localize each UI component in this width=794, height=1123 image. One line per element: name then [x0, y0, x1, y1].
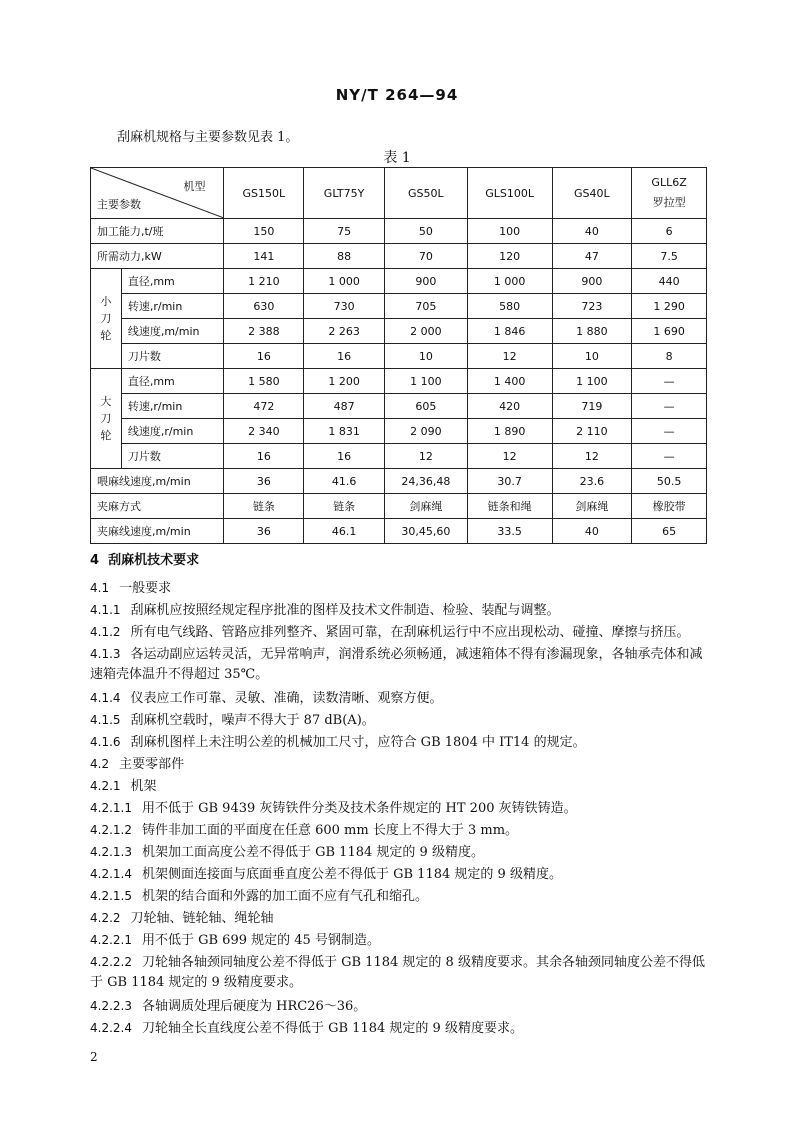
- section-number: 4: [90, 553, 100, 568]
- table-cell: 1 100: [552, 369, 632, 394]
- clause-line: [90, 710, 708, 731]
- table-cell: 1 846: [467, 319, 552, 344]
- section-title: 刮麻机技术要求: [108, 553, 200, 568]
- clause-text: 各轴调质处理后硬度为 HRC26～36。: [141, 999, 367, 1014]
- table-cell: 12: [467, 444, 552, 469]
- clause-number: 4.2.1.4: [90, 867, 132, 881]
- table-cell: 10: [384, 344, 467, 369]
- table-cell: —: [632, 444, 707, 469]
- table-cell: 1 000: [304, 269, 385, 294]
- table-row: [91, 394, 707, 419]
- clause-line: [90, 930, 708, 951]
- clause-number: 4.2.1.5: [90, 889, 132, 903]
- model-header: GS150L: [224, 168, 304, 219]
- row-label: 夹麻方式: [91, 494, 224, 519]
- row-label: 喂麻线速度,m/min: [91, 469, 224, 494]
- clause-line: [90, 644, 708, 685]
- row-label: 线速度,r/min: [121, 419, 224, 444]
- table-cell: 剑麻绳: [384, 494, 467, 519]
- row-label: 直径,mm: [121, 369, 224, 394]
- clause-text: 一般要求: [119, 581, 172, 596]
- table-row: [91, 469, 707, 494]
- table-cell: 33.5: [467, 519, 552, 544]
- model-header: GS50L: [384, 168, 467, 219]
- table-cell: 88: [304, 244, 385, 269]
- table-cell: 40: [552, 219, 632, 244]
- corner-model-label: 机型: [183, 180, 206, 193]
- table-cell: 723: [552, 294, 632, 319]
- table-cell: 730: [304, 294, 385, 319]
- table-row: [91, 344, 707, 369]
- clause-number: 4.2.1.3: [90, 845, 132, 859]
- clause-text: 刮麻机图样上未注明公差的机械加工尺寸，应符合 GB 1804 中 IT14 的规定。: [130, 735, 586, 750]
- table-cell: 12: [552, 444, 632, 469]
- table-cell: 1 400: [467, 369, 552, 394]
- table-cell: 12: [384, 444, 467, 469]
- table-cell: 2 090: [384, 419, 467, 444]
- page-number: 2: [90, 1050, 98, 1064]
- model-type: 罗拉型: [652, 196, 686, 209]
- clause-number: 4.2.2.3: [90, 999, 132, 1013]
- table-cell: 40: [552, 519, 632, 544]
- spec-table: [90, 167, 707, 544]
- table-cell: 900: [552, 269, 632, 294]
- table-cell: 41.6: [304, 469, 385, 494]
- clause-number: 4.1.3: [90, 647, 121, 661]
- table-caption: 表 1: [383, 150, 411, 166]
- table-cell: 1 831: [304, 419, 385, 444]
- table-cell: 16: [224, 344, 304, 369]
- table-cell: 2 388: [224, 319, 304, 344]
- clause-text: 铸件非加工面的平面度在任意 600 mm 长度上不得大于 3 mm。: [141, 823, 519, 838]
- model-header: [632, 168, 707, 219]
- table-cell: —: [632, 369, 707, 394]
- table-cell: 46.1: [304, 519, 385, 544]
- table-cell: 472: [224, 394, 304, 419]
- table-cell: 1 000: [467, 269, 552, 294]
- clause-text: 刮麻机应按照经规定程序批准的图样及技术文件制造、检验、装配与调整。: [130, 603, 560, 618]
- table-row: [91, 319, 707, 344]
- table-cell: 链条: [224, 494, 304, 519]
- table-header-row: [91, 168, 707, 219]
- clause-text: 机架: [130, 779, 157, 794]
- clause-line: [90, 578, 708, 599]
- clause-text: 用不低于 GB 9439 灰铸铁件分类及技术条件规定的 HT 200 灰铸铁铸造。: [141, 801, 577, 816]
- table-cell: 420: [467, 394, 552, 419]
- model-name: GLL6Z: [651, 176, 687, 189]
- clause-line: [90, 1018, 708, 1039]
- table-cell: 1 100: [384, 369, 467, 394]
- table-cell: 1 290: [632, 294, 707, 319]
- table-row: [91, 419, 707, 444]
- clause-number: 4.2.1.1: [90, 801, 132, 815]
- table-cell: 7.5: [632, 244, 707, 269]
- table-cell: 30,45,60: [384, 519, 467, 544]
- table-row: [91, 244, 707, 269]
- table-cell: 50: [384, 219, 467, 244]
- model-header: GS40L: [552, 168, 632, 219]
- row-label: 夹麻线速度,m/min: [91, 519, 224, 544]
- clause-number: 4.2.2.4: [90, 1021, 132, 1035]
- clause-line: [90, 952, 708, 993]
- table-cell: 6: [632, 219, 707, 244]
- clause-number: 4.1.1: [90, 603, 121, 617]
- document-header: NY/T 264—94: [335, 86, 459, 104]
- corner-diagonal-cell: [91, 168, 224, 219]
- clause-line: [90, 842, 708, 863]
- clause-number: 4.2.1.2: [90, 823, 132, 837]
- clause-text: 主要零部件: [119, 757, 185, 772]
- clause-line: [90, 886, 708, 907]
- intro-text: 刮麻机规格与主要参数见表 1。: [117, 130, 299, 145]
- clause-line: [90, 798, 708, 819]
- small-wheel-group-label: 小刀轮: [91, 269, 122, 369]
- clause-line: [90, 864, 708, 885]
- clause-number: 4.1.4: [90, 691, 121, 705]
- table-row: [91, 294, 707, 319]
- table-cell: 1 210: [224, 269, 304, 294]
- table-cell: 链条: [304, 494, 385, 519]
- row-label: 线速度,m/min: [121, 319, 224, 344]
- table-cell: 36: [224, 519, 304, 544]
- table-cell: 719: [552, 394, 632, 419]
- row-label: 加工能力,t/班: [91, 219, 224, 244]
- corner-param-label: 主要参数: [97, 198, 141, 211]
- row-label: 所需动力,kW: [91, 244, 224, 269]
- row-label: 直径,mm: [121, 269, 224, 294]
- clause-line: [90, 600, 708, 621]
- clause-number: 4.1.6: [90, 735, 121, 749]
- clause-number: 4.2: [90, 757, 110, 771]
- table-cell: —: [632, 419, 707, 444]
- clause-number: 4.2.2.2: [90, 955, 132, 969]
- table-cell: 70: [384, 244, 467, 269]
- table-cell: 23.6: [552, 469, 632, 494]
- table-cell: 1 690: [632, 319, 707, 344]
- table-cell: 1 890: [467, 419, 552, 444]
- row-label: 刀片数: [121, 344, 224, 369]
- table-cell: 2 110: [552, 419, 632, 444]
- table-row: [91, 444, 707, 469]
- clause-number: 4.2.1: [90, 779, 121, 793]
- clause-text: 各运动副应运转灵活，无异常响声，润滑系统必须畅通，减速箱体不得有渗漏现象，各轴承壳体和减速箱壳体温升不得超过 35℃。: [90, 647, 703, 682]
- table-cell: 150: [224, 219, 304, 244]
- clause-line: [90, 776, 708, 797]
- large-wheel-group-label: 大刀轮: [91, 369, 122, 469]
- table-cell: 630: [224, 294, 304, 319]
- clause-line: [90, 688, 708, 709]
- model-header: GLT75Y: [304, 168, 385, 219]
- clause-text: 刀轮轴全长直线度公差不得低于 GB 1184 规定的 9 级精度要求。: [141, 1021, 523, 1036]
- table-cell: 16: [304, 444, 385, 469]
- table-row: [91, 369, 707, 394]
- table-cell: 47: [552, 244, 632, 269]
- clause-line: [90, 732, 708, 753]
- clause-line: [90, 754, 708, 775]
- clause-number: 4.2.2: [90, 911, 121, 925]
- table-cell: 36: [224, 469, 304, 494]
- clause-text: 机架的结合面和外露的加工面不应有气孔和缩孔。: [141, 889, 428, 904]
- table-cell: 10: [552, 344, 632, 369]
- table-cell: —: [632, 394, 707, 419]
- table-cell: 2 340: [224, 419, 304, 444]
- table-cell: 剑麻绳: [552, 494, 632, 519]
- clause-number: 4.1.2: [90, 625, 121, 639]
- table-row: [91, 219, 707, 244]
- clause-text: 用不低于 GB 699 规定的 45 号钢制造。: [141, 933, 380, 948]
- table-cell: 30.7: [467, 469, 552, 494]
- table-cell: 24,36,48: [384, 469, 467, 494]
- table-cell: 100: [467, 219, 552, 244]
- table-cell: 440: [632, 269, 707, 294]
- table-row: [91, 494, 707, 519]
- table-cell: 16: [304, 344, 385, 369]
- table-cell: 705: [384, 294, 467, 319]
- table-cell: 75: [304, 219, 385, 244]
- clause-text: 仪表应工作可靠、灵敏、准确，读数清晰、观察方便。: [130, 691, 443, 706]
- clause-number: 4.2.2.1: [90, 933, 132, 947]
- clause-text: 所有电气线路、管路应排列整齐、紧固可靠，在刮麻机运行中不应出现松动、碰撞、摩擦与挤压。: [130, 625, 690, 640]
- table-cell: 580: [467, 294, 552, 319]
- table-row: [91, 269, 707, 294]
- clause-line: [90, 908, 708, 929]
- clause-line: [90, 996, 708, 1017]
- table-cell: 50.5: [632, 469, 707, 494]
- table-cell: 1 880: [552, 319, 632, 344]
- clause-text: 刀轮轴、链轮轴、绳轮轴: [130, 911, 274, 926]
- clause-text: 机架侧面连接面与底面垂直度公差不得低于 GB 1184 规定的 9 级精度。: [141, 867, 562, 882]
- row-label: 转速,r/min: [121, 294, 224, 319]
- section-heading: [90, 549, 199, 568]
- table-cell: 链条和绳: [467, 494, 552, 519]
- row-label: 转速,r/min: [121, 394, 224, 419]
- clause-text: 刮麻机空载时，噪声不得大于 87 dB(A)。: [130, 713, 375, 728]
- table-cell: 900: [384, 269, 467, 294]
- row-label: 刀片数: [121, 444, 224, 469]
- model-header: GLS100L: [467, 168, 552, 219]
- clause-line: [90, 820, 708, 841]
- table-cell: 2 263: [304, 319, 385, 344]
- table-cell: 12: [467, 344, 552, 369]
- table-row: [91, 519, 707, 544]
- clause-text: 机架加工面高度公差不得低于 GB 1184 规定的 9 级精度。: [141, 845, 484, 860]
- table-cell: 1 580: [224, 369, 304, 394]
- table-cell: 120: [467, 244, 552, 269]
- clause-text: 刀轮轴各轴颈同轴度公差不得低于 GB 1184 规定的 8 级精度要求。其余各轴颈同轴度公差不得低于 GB 1184 规定的 9 级精度要求。: [90, 955, 705, 990]
- table-cell: 橡胶带: [632, 494, 707, 519]
- table-cell: 65: [632, 519, 707, 544]
- table-cell: 487: [304, 394, 385, 419]
- table-cell: 8: [632, 344, 707, 369]
- clause-line: [90, 622, 708, 643]
- table-cell: 141: [224, 244, 304, 269]
- table-cell: 2 000: [384, 319, 467, 344]
- table-cell: 16: [224, 444, 304, 469]
- clause-number: 4.1.5: [90, 713, 121, 727]
- table-cell: 605: [384, 394, 467, 419]
- table-cell: 1 200: [304, 369, 385, 394]
- clause-number: 4.1: [90, 581, 110, 595]
